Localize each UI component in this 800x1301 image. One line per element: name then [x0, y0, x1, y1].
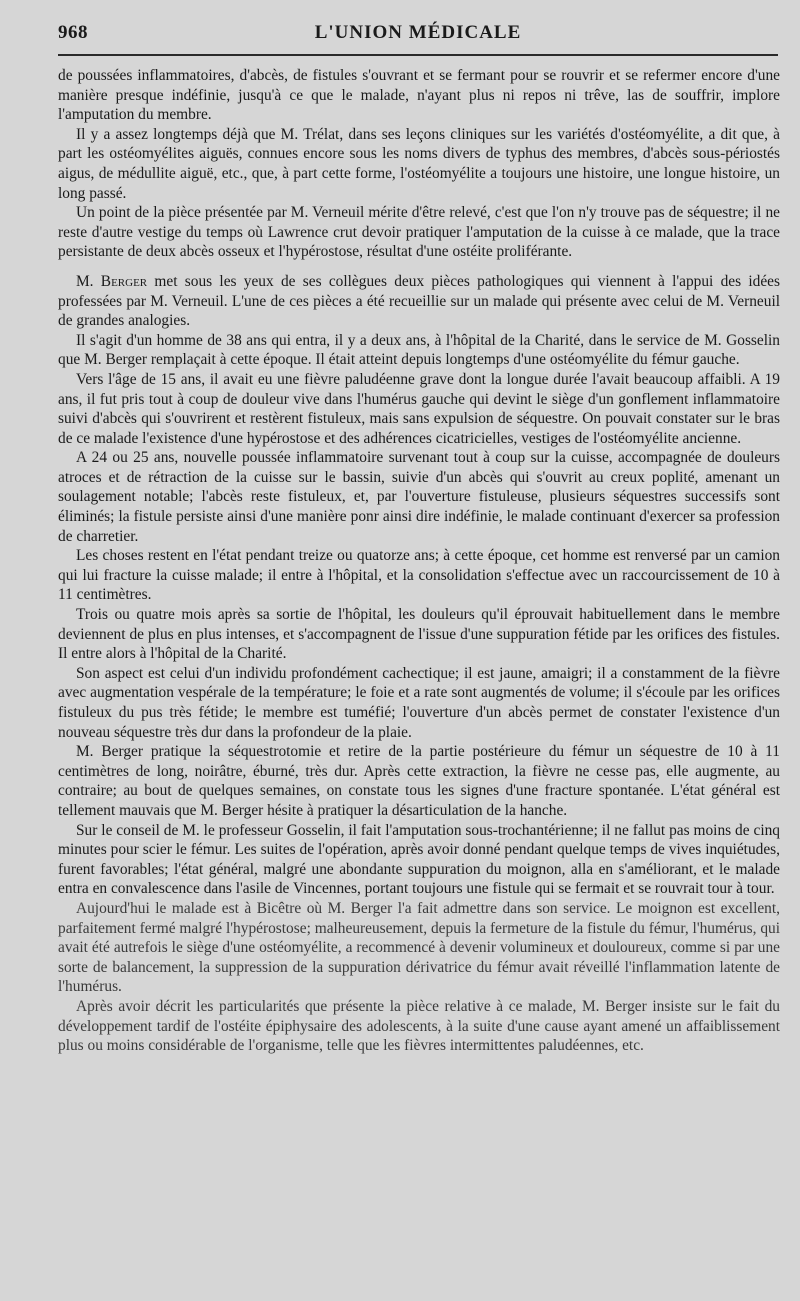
- paragraph-history: Vers l'âge de 15 ans, il avait eu une fièvre paludéenne grave dont la longue durée l'avait beaucoup affaibli. A 19 ans, il fut pris tout à coup de douleur vive dans l'humérus gauche qui devint le siège d'un gonflement inflammatoire suivi d'abcès qui s'ouvrirent et restèrent fistuleux, mais sans expulsion de séquestre. On pouvait constater sur le bras de ce malade l'existence d'une hypérostose et des adhérences cicatricielles, vestiges de l'ostéomyélite ancienne.: [58, 370, 780, 447]
- article-body: [58, 66, 780, 1056]
- paragraph-sequestrotomy: M. Berger pratique la séquestrotomie et retire de la partie postérieure du fémur un séquestre de 10 à 11 centimètres de long, noirâtre, éburné, très dur. Après cette extraction, la fièvre ne cesse pas, elle augmente, au contraire; au bout de quelques semaines, on constate tous les signes d'une fracture spontanée. L'état général est tellement mauvais que M. Berger hésite à pratiquer la désarticulation de la hanche.: [58, 743, 780, 819]
- paragraph-bicetre: Aujourd'hui le malade est à Bicêtre où M. Berger l'a fait admettre dans son service. Le moignon est excellent, parfaitement fermé malgré l'hypérostose; malheureusement, depuis la fermeture de la fistule du fémur, l'humérus, qui avait été autrefois le siège d'une ostéomyélite, a recommencé à devenir volumineux et douloureux, comme si par une sorte de balancement, la suppression de la suppuration dérivatrice du fémur avait réveillé l'inflammation latente de l'humérus.: [58, 899, 780, 996]
- paragraph-aspect: Son aspect est celui d'un individu profondément cachectique; il est jaune, amaigri; il a constamment de la fièvre avec augmentation vespérale de la température; le foie et a rate sont augmentés de volume; il s'écoule par les orifices fistuleux du pus très fétide; le membre est tuméfié; l'ouverture d'un abcès permet de constater l'existence d'un nouveau séquestre très dur dans la profondeur de la plaie.: [58, 664, 780, 741]
- paragraph-berger-intro-text: met sous les yeux de ses collègues deux pièces pathologiques qui viennent à l'appui des idées professées par M. Verneuil. L'une de ces pièces a été recueillie sur un malade qui présente avec celui de M. Verneuil de grandes analogies.: [58, 272, 781, 330]
- paragraph-second-episode: A 24 ou 25 ans, nouvelle poussée inflammatoire survenant tout à coup sur la cuisse, accompagnée de douleurs atroces et de rétraction de la cuisse sur le bassin, suivie d'un abcès qui s'ouvrit au creux poplité, amenant un soulagement notable; l'abcès reste fistuleux, et, par l'ouverture fistuleuse, plusieurs séquestres successifs sont éliminés; la fistule persiste ainsi d'une manière ponr ainsi dire indéfinie, le malade continuant d'exercer sa profession de charretier.: [58, 449, 780, 545]
- paragraph-suppuration: Trois ou quatre mois après sa sortie de l'hôpital, les douleurs qu'il éprouvait habituellement dans le membre deviennent de plus en plus intenses, et s'accompagnent de l'issue d'une suppuration fétide par les orifices des fistules. Il entre alors à l'hôpital de la Charité.: [58, 606, 780, 663]
- paragraph-trelat: Il y a assez longtemps déjà que M. Trélat, dans ses leçons cliniques sur les variétés d'ostéomyélite, a dit que, à part les ostéomyélites aiguës, connues encore sous les noms divers de typhus des membres, d'abcès sous-périostés aigus, de médullite aiguë, etc., que, à part cette forme, l'ostéomyélite a toujours une histoire, une longue histoire, un long passé.: [58, 125, 780, 202]
- paragraph-berger-intro: [58, 272, 780, 331]
- paragraph-continuation: de poussées inflammatoires, d'abcès, de fistules s'ouvrant et se fermant pour se rouvrir et se refermer encore d'une manière presque indéfinie, jusqu'à ce que le malade, n'ayant plus ni repos ni trêve, las de souffrir, implore l'amputation du membre.: [58, 67, 780, 124]
- paragraph-amputation: Sur le conseil de M. le professeur Gosselin, il fait l'amputation sous-trochantérienne; il ne fallut pas moins de cinq minutes pour scier le fémur. Les suites de l'opération, après avoir donné pendant quelque temps de vives inquiétudes, furent favorables; l'état général, malgré une abondante suppuration du moignon, alla en s'améliorant, et le malade entra en convalescence dans l'asile de Vincennes, portant toujours une fistule qui se fermait et se rouvrait tour à tour.: [58, 821, 780, 898]
- paragraph-patient: Il s'agit d'un homme de 38 ans qui entra, il y a deux ans, à l'hôpital de la Charité, dans le service de M. Gosselin que M. Berger remplaçait à cette époque. Il était atteint depuis longtemps d'une ostéomyélite du fémur gauche.: [58, 331, 780, 369]
- header-rule: [58, 54, 778, 56]
- page-number: 968: [58, 22, 88, 43]
- paragraph-fracture: Les choses restent en l'état pendant treize ou quatorze ans; à cette époque, cet homme est renversé par un camion qui lui fracture la cuisse malade; il entre à l'hôpital, et la consolidation s'effectue avec un raccourcissement de 10 à 11 centimètres.: [58, 547, 780, 604]
- paragraph-verneuil-piece: Un point de la pièce présentée par M. Verneuil mérite d'être relevé, c'est que l'on n'y trouve pas de séquestre; il ne reste d'autre vestige du temps où Lawrence crut devoir pratiquer l'amputation de la cuisse à ce malade, que la trace persistante de deux abcès osseux et l'hypérostose, résultat d'une ostéite proliférante.: [58, 204, 780, 261]
- speaker-name: M. Berger: [76, 272, 148, 290]
- paragraph-conclusion: Après avoir décrit les particularités que présente la pièce relative à ce malade, M. Berger insiste sur le fait du développement tardif de l'ostéite épiphysaire des adolescents, à la suite d'une cause ayant amené un affaiblissement plus ou moins considérable de l'organisme, telle que les fièvres intermittentes paludéennes, etc.: [58, 997, 780, 1055]
- running-title: L'UNION MÉDICALE: [314, 22, 522, 43]
- page-header: [58, 18, 778, 58]
